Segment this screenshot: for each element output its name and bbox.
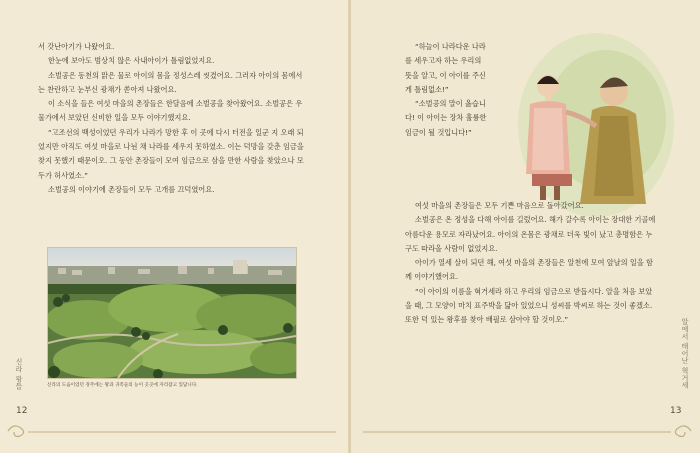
right-body-text: [405, 199, 659, 328]
paragraph: “소벌공의 말이 옳습니다! 이 아이는 장차 훌륭한 임금이 될 것입니다!”: [405, 99, 487, 137]
left-running-title: 신라 왕들: [15, 358, 23, 390]
paragraph: “이 아이의 이름을 혁거세라 하고 우리의 임금으로 받듭시다. 알을 처음 보았을 때, 그 모양이 마치 표주박을 닮아 있었으니 성씨를 박씨로 하는 것이 좋겠소. 또한 덕 있는 왕후를 찾아 배필로 삼아야 할 것이오.”: [405, 286, 653, 325]
left-ornament-border: [6, 420, 336, 442]
paragraph: 소벌공은 동천의 맑은 물로 아이의 몸을 정성스레 씻겼어요. 그러자 아이의 몸에서는 찬란하고 눈부신 광채가 쏟아져 나왔어요.: [38, 70, 303, 94]
left-body-text: [38, 40, 304, 197]
left-page-number: 12: [16, 406, 28, 416]
photo-caption: 신라의 도읍이었던 경주에는 왕과 귀족들의 능이 곳곳에 자리잡고 있답니다.: [47, 383, 198, 388]
paragraph: 여섯 마을의 촌장들은 모두 기쁜 마음으로 돌아갔어요.: [415, 201, 584, 210]
paragraph: “하늘이 나라다운 나라를 세우고자 하는 우리의 뜻을 알고, 이 아이를 주신 게 틀림없소!”: [405, 42, 486, 94]
landscape-image: [48, 248, 296, 378]
illustration-elder-and-child: [496, 30, 674, 220]
right-page-number: 13: [670, 406, 682, 416]
right-ornament-border: [363, 420, 693, 442]
paragraph: 소벌공의 이야기에 촌장들이 모두 고개를 끄덕였어요.: [48, 184, 215, 194]
paragraph: 아이가 열세 살이 되던 해, 여섯 마을의 촌장들은 알천에 모여 앞날의 일을 함께 이야기했어요.: [405, 258, 653, 282]
paragraph: 한눈에 보아도 범상치 않은 사내아이가 틀림없었지요.: [48, 56, 215, 66]
paragraph: 이 소식을 들은 여섯 마을의 촌장들은 한달음에 소벌공을 찾아왔어요. 소벌공은 우물가에서 보았던 신비한 일을 모두 이야기했지요.: [38, 99, 303, 123]
paragraph: “고조선의 백성이었던 우리가 나라가 망한 후 이 곳에 다시 터전을 일군 지 오래 되었지만 아직도 여섯 마을로 나뉜 채 나라를 세우지 못하였소. 이는 덕망을 갖춘 임금을 찾지 못했기 때문이오. 그 동안 촌장들이 모여 임금으로 삼을 만한 사람을 찾았으나 모두가 허사였소.”: [38, 127, 304, 180]
right-narrow-text: [405, 40, 487, 140]
paragraph: 서 갓난아기가 나왔어요.: [38, 42, 115, 51]
paragraph: 소벌공은 온 정성을 다해 아이를 길렀어요. 해가 갈수록 아이는 장대한 기골에 아름다운 용모로 자라났어요. 아이의 온몸은 광채로 더욱 빛이 났고 총명함은 누구도 따라올 사람이 없었지요.: [405, 215, 656, 253]
right-running-title: 알에서 태어난 혁거세: [681, 318, 689, 389]
gyeongju-tombs-photo: [47, 247, 297, 379]
